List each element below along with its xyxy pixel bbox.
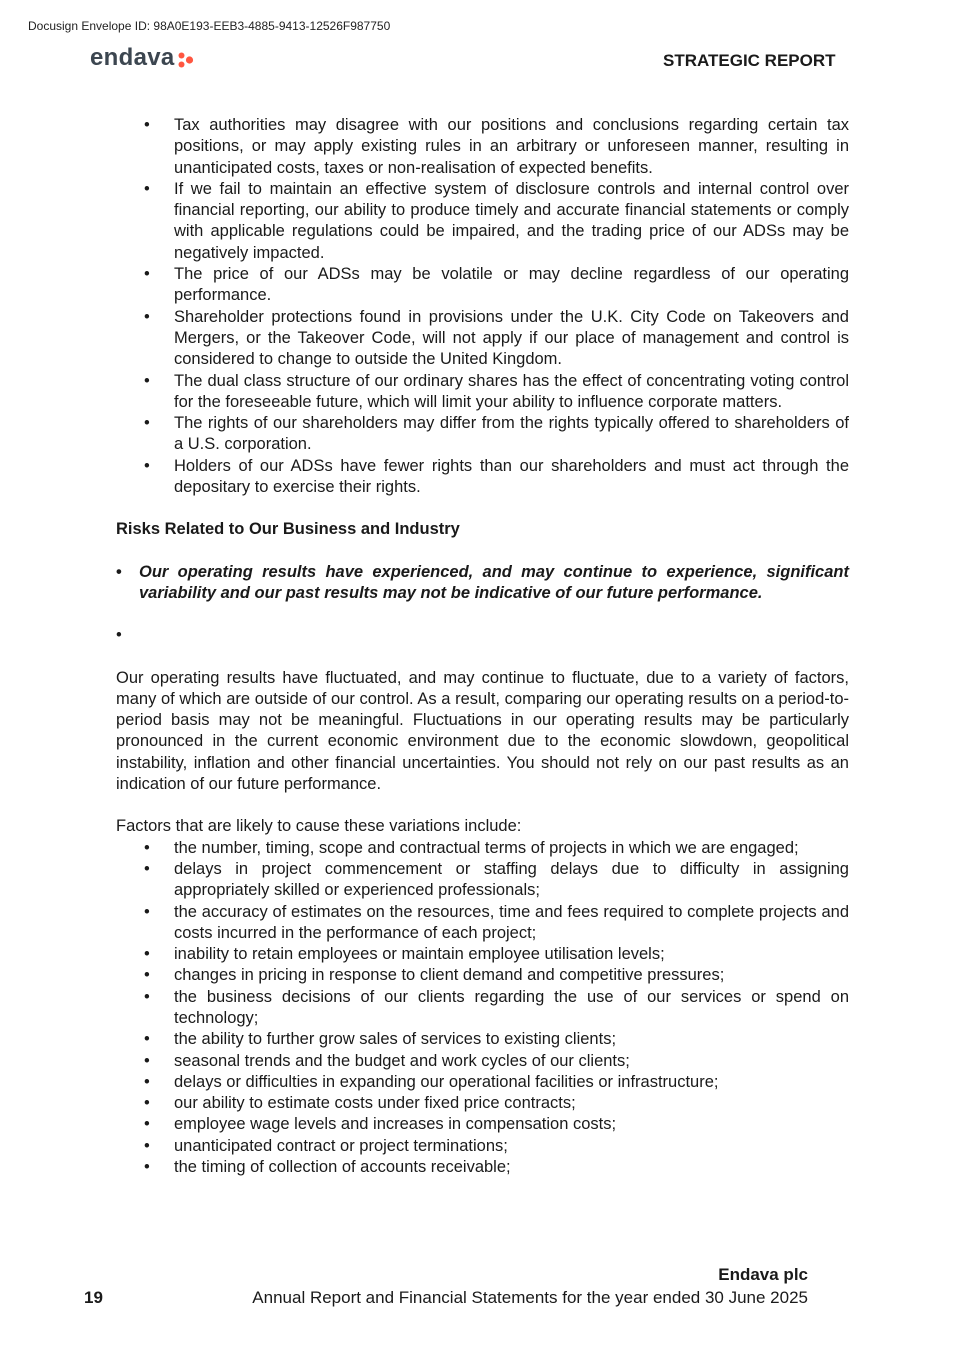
list-item: • the accuracy of estimates on the resources, time and fees required to complete projects and costs incurred in the performance of each project; <box>144 902 849 942</box>
list-item: • the business decisions of our clients regarding the use of our services or spend on technology; <box>144 987 849 1027</box>
top-bullet-list <box>116 115 849 498</box>
list-item: • Tax authorities may disagree with our positions and conclusions regarding certain tax positions, or may apply existing rules in an arbitrary or unforeseen manner, resulting in unanticipated costs, taxes or non-realisation of expected benefits. <box>144 116 849 177</box>
list-item: • Shareholder protections found in provisions under the U.K. City Code on Takeovers and Mergers, or the Takeover Code, will not apply if our place of management and control is considered to change to outside the United Kingdom. <box>144 307 849 369</box>
logo-mark-icon <box>178 52 194 68</box>
page-content <box>116 115 849 1178</box>
list-item: • The dual class structure of our ordinary shares has the effect of concentrating voting control for the foreseeable future, which will limit your ability to influence corporate matters. <box>144 371 849 411</box>
body-paragraph: Our operating results have fluctuated, and may continue to fluctuate, due to a variety of factors, many of which are outside of our control. As a result, comparing our operating results on a period-to-period basis may not be meaningful. Fluctuations in our operating results may be particularly pronounced in the current economic environment due to the economic slowdown, geopolitical instability, inflation and other financial uncertainties. You should not rely on our past results as an indication of our future performance. <box>116 668 849 794</box>
list-item: • Holders of our ADSs have fewer rights than our shareholders and must act through the depositary to exercise their rights. <box>144 456 849 497</box>
list-item: • the number, timing, scope and contractual terms of projects in which we are engaged; <box>144 838 799 857</box>
factors-intro: Factors that are likely to cause these variations include: <box>116 817 522 836</box>
list-item: • the timing of collection of accounts receivable; <box>144 1158 511 1177</box>
empty-bullet: • <box>116 626 122 645</box>
list-item: • employee wage levels and increases in compensation costs; <box>144 1115 617 1134</box>
list-item: • our ability to estimate costs under fixed price contracts; <box>144 1094 576 1113</box>
list-item: • inability to retain employees or maintain employee utilisation levels; <box>144 945 665 964</box>
factors-list <box>116 838 849 1179</box>
list-item: • delays or difficulties in expanding our operational facilities or infrastructure; <box>144 1072 719 1091</box>
page-number: 19 <box>84 1288 103 1307</box>
list-item: • The rights of our shareholders may differ from the rights typically offered to shareholders of a U.S. corporation. <box>144 414 849 454</box>
list-item: • If we fail to maintain an effective system of disclosure controls and internal control over financial reporting, our ability to produce timely and accurate financial statements or comply with applicable regulations could be impaired, and the trading price of our ADSs may be negatively impacted. <box>144 179 849 262</box>
footer-company: Endava plc <box>718 1265 808 1284</box>
list-item: • changes in pricing in response to client demand and competitive pressures; <box>144 966 725 985</box>
list-item: • the ability to further grow sales of services to existing clients; <box>144 1030 617 1049</box>
envelope-id: Docusign Envelope ID: 98A0E193-EEB3-4885-9413-12526F987750 <box>28 19 391 33</box>
footer-description: Annual Report and Financial Statements for the year ended 30 June 2025 <box>252 1288 808 1307</box>
logo-text: endava <box>90 44 175 71</box>
section-title: STRATEGIC REPORT <box>663 51 836 70</box>
endava-logo <box>90 44 194 72</box>
section-heading: Risks Related to Our Business and Industry <box>116 520 460 539</box>
list-item: • delays in project commencement or staffing delays due to difficulty in assigning appropriately skilled or experienced professionals; <box>144 859 849 900</box>
risk-heading: • Our operating results have experienced, and may continue to experience, significant variability and our past results may not be indicative of our future performance. <box>116 562 849 602</box>
list-item: • unanticipated contract or project terminations; <box>144 1136 508 1155</box>
list-item: • The price of our ADSs may be volatile or may decline regardless of our operating performance. <box>144 265 849 305</box>
list-item: • seasonal trends and the budget and work cycles of our clients; <box>144 1051 630 1070</box>
